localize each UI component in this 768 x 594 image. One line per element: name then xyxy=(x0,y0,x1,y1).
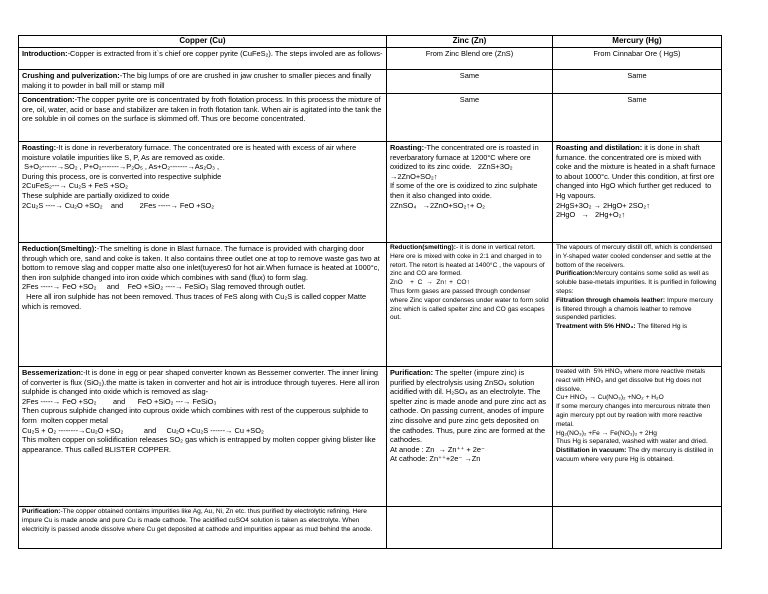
cell-text: Same xyxy=(627,95,647,104)
cell-text: Cu₂S + O₂ --------→Cu₂O +SO₂ and Cu₂O +Cu₂S ------→ Cu +SO₂ xyxy=(22,425,264,435)
cell-text: 2ZnSO₄ →2ZnO+SO₂↑+ O₂ xyxy=(389,200,485,210)
cell-text: The vapours of mercury distill off, which is condensed in Y-shaped water cooled condenser and settle at the bottom of the receivers. xyxy=(555,244,715,269)
cell-text: Here all iron sulphide has not been removed. Thus traces of FeS along with Cu₂S is called copper Matte which is removed. xyxy=(22,291,369,311)
section-heading: Crushing and pulverization: xyxy=(22,71,120,80)
zinc-cell xyxy=(386,70,552,94)
cell-text: Same xyxy=(627,71,647,80)
table-row xyxy=(19,142,722,243)
cell-text: If some of the ore is oxidized to zinc sulphate then it also changed into oxide. xyxy=(389,181,540,200)
table-row xyxy=(19,367,722,507)
section-heading: Introduction: xyxy=(22,49,68,58)
table-row xyxy=(19,243,722,367)
cell-text: Concentration:-The copper pyrite ore is concentrated by froth flotation process. In this process the mixture of ore, oil, water, acid or base and stabilizer are taken in froth flotation tank. When air is agitated into the tank the ore soluble in oil comes on the surface is skimmed off. Thus ore become concentrated. xyxy=(22,95,384,124)
cell-text: Introduction:-Copper is extracted from it`s chief ore copper pyrite (CuFeS₂). The steps involed are as follows- xyxy=(22,49,383,58)
cell-text: treated with 5% HNO₃ where more reactive metals react with HNO₃ and get dissolve but Hg does not dissolve. xyxy=(555,368,708,393)
cell-text: Bessemerization:-It is done in egg or pear shaped converter known as Bessemer converter. The inner lining of converter is flux (SiO₂).the matte is taken in converter and hot air is introduce through tuyeres. Here all iron sulphide is changed into oxide which is removed as slag- xyxy=(22,368,382,397)
cell-text: 2HgO → 2Hg+O₂↑ xyxy=(555,210,626,220)
section-heading: Concentration: xyxy=(22,95,75,104)
header-zinc: Zinc (Zn) xyxy=(386,36,552,48)
section-heading: Purification: xyxy=(22,508,61,515)
table-row xyxy=(19,507,722,549)
cell-text: Thus Hg is separated, washed with water and dried. xyxy=(555,438,708,446)
section-heading: Purification: xyxy=(389,368,434,377)
mercury-cell xyxy=(552,94,721,142)
cell-text: Purification:-The copper obtained contains impurities like Ag, Au, Ni, Zn etc. thus purified by electrolytic refining. Here impure Cu is made anode and pure Cu is made cathode. The acidified cuSO4 solution is taken as electrolyte. When electricity is passed anode dissolve where Cu get deposited at cathode and impurities appear as mud behind the anode. xyxy=(22,508,373,533)
header-copper: Copper (Cu) xyxy=(19,36,387,48)
copper-cell xyxy=(19,48,387,70)
extraction-table xyxy=(18,35,722,549)
cell-text: Same xyxy=(459,95,480,104)
cell-text: Cu+ HNO₃ → Cu(NO₃)₂ +NO₂ + H₂O xyxy=(555,394,664,402)
section-heading: Bessemerization: xyxy=(22,368,84,377)
section-heading: Filtration through chamois leather: xyxy=(555,296,666,304)
section-heading: Purification: xyxy=(555,270,595,278)
mercury-cell xyxy=(552,367,721,507)
copper-cell xyxy=(19,507,387,549)
cell-text: Distillation in vacuum: The dry mercury is distilled in vacuum where very pure Hg is obtained. xyxy=(555,447,716,463)
cell-text: Reduction(smelting):- it is done in vertical retort. Here ore is mixed with coke in 2:1 and charged in to retort. The retort is heated at 1400°C , the vapours of zinc and CO are formed. xyxy=(389,244,547,278)
zinc-cell xyxy=(386,94,552,142)
copper-cell xyxy=(19,367,387,507)
zinc-cell xyxy=(386,142,552,243)
table-row xyxy=(19,48,722,70)
cell-text: Then cuprous sulphide changed into cuprous oxide which combines with rest of the cupperous sulphide to form molten copper metal xyxy=(22,406,371,425)
cell-text: At cathode: Zn⁺⁺+2e⁻ →Zn xyxy=(389,454,481,464)
cell-text: From Cinnabar Ore ( HgS) xyxy=(593,49,681,58)
cell-text: 2HgS+3O₂ → 2HgO+ 2SO₂↑ xyxy=(555,200,650,210)
section-heading: Roasting and distilation: xyxy=(555,143,643,152)
header-mercury: Mercury (Hg) xyxy=(552,36,721,48)
cell-text: During this process, ore is converted into respective sulphide xyxy=(22,171,222,181)
cell-text: Purification:Mercury contains some solid as well as soluble base-metals impurities. It is purified in following steps: xyxy=(555,270,719,295)
zinc-cell xyxy=(386,48,552,70)
zinc-cell xyxy=(386,507,552,549)
cell-text: Hg₂(NO₃)₂ +Fe → Fe(NO₃)₂ + 2Hg xyxy=(555,429,657,437)
cell-text: 2Fes -----→ FeO +SO₂ and FeO +SiO₂ ---→ FeSiO₃ xyxy=(22,396,217,406)
cell-text: Treatment with 5% HNO₃: The filtered Hg is xyxy=(555,323,688,331)
cell-text: Roasting:-The concentrated ore is roasted in reverbaratory furnace at 1200°C where ore oxidized to its zinc oxide. 2ZnS+3O₂ →2ZnO+SO₂↑ xyxy=(389,143,541,181)
cell-text: From Zinc Blend ore (ZnS) xyxy=(425,49,514,58)
cell-text: These sulphide are partially oxidized to oxide xyxy=(22,190,170,200)
mercury-cell xyxy=(552,142,721,243)
cell-text: Crushing and pulverization:-The big lumps of ore are crushed in jaw crusher to smaller pieces and finally making it to powder in ball mill or stamp mill xyxy=(22,71,374,90)
section-heading: Treatment with 5% HNO₃: xyxy=(555,323,636,331)
zinc-cell xyxy=(386,367,552,507)
copper-cell xyxy=(19,70,387,94)
section-heading: Roasting: xyxy=(389,143,425,152)
section-heading: Distillation in vacuum: xyxy=(555,447,627,455)
cell-text: 2Cu₂S ----→ Cu₂O +SO₂ and 2Fes -----→ FeO +SO₂ xyxy=(22,200,215,210)
section-heading: Reduction(Smelting): xyxy=(22,244,97,253)
cell-text: S+O₂------→SO₂ , P+O₂-------→P₂O₅ , As+O₂-------→As₂O₃ , xyxy=(22,162,220,172)
cell-text: This molten copper on solidification releases SO₂ gas which is entrapped by molten copper giving blister like appearance. Thus called BLISTER COPPER. xyxy=(22,435,378,454)
cell-text: Same xyxy=(459,71,480,80)
table-row xyxy=(19,70,722,94)
copper-cell xyxy=(19,94,387,142)
cell-text: 2CuFeS₂---→ Cu₂S + FeS +SO₂ xyxy=(22,181,128,191)
section-heading: Roasting: xyxy=(22,143,57,152)
cell-text: Reduction(Smelting):-The smelting is done in Blast furnace. The furnace is provided with charging door through which ore, sand and coke is taken. It also contains three outlet one at top to remove waste gas two at bottom to remove slag and copper matte also one inlet(tuyeres0 for hot air.When furnace is heated at 1000°c, then iron sulphide changed into iron oxide which combines with sand (flux) to form slag. xyxy=(22,244,382,282)
mercury-cell xyxy=(552,243,721,367)
copper-cell xyxy=(19,243,387,367)
mercury-cell xyxy=(552,70,721,94)
zinc-cell xyxy=(386,243,552,367)
cell-text: Thus form gases are passed through condenser where Zinc vapor condenses under water to form solid zinc which is called spelter zinc and CO gas escapes out. xyxy=(389,287,551,322)
header-row xyxy=(19,36,722,48)
cell-text: ZnO + C → Zn↑ + CO↑ xyxy=(389,279,470,287)
cell-text: At anode : Zn → Zn⁺⁺ + 2e⁻ xyxy=(389,444,485,454)
cell-text: Filtration through chamois leather: Impure mercury is filtered through a chamois leather to remove suspended particles. xyxy=(555,296,715,322)
cell-text: 2Fes -----→ FeO +SO₂ and FeO +SiO₂ ----→ FeSiO₃ Slag removed through outlet. xyxy=(22,282,306,292)
mercury-cell xyxy=(552,507,721,549)
section-heading: Reduction(smelting): xyxy=(389,244,456,251)
copper-cell xyxy=(19,142,387,243)
cell-text: If some mercury changes into mercurous nitrate then agin mercury ppt out by reation with more reactive metal. xyxy=(555,403,713,428)
cell-text: Roasting:-It is done in reverberatory furnace. The concentrated ore is heated with excess of air where moisture volatile impurities like S, P, As are removed as oxide. xyxy=(22,143,359,162)
mercury-cell xyxy=(552,48,721,70)
table-row xyxy=(19,94,722,142)
cell-text: Roasting and distilation: it is done in shaft furnance. the concentrated ore is mixed with coke and the mixture is heated in a shaft furnace to about 1000°c. Under this condition, at first ore changed into HgO which further get reduced to Hg vapours. xyxy=(555,143,718,200)
cell-text: Purification: The spelter (impure zinc) is purified by electrolysis using ZnSO₄ solution acidified with dil. H₂SO₄ as an electrolyte. The spelter zinc is made anode and pure zinc act as cathode. On passing current, anodes of impure zinc dissolve and pure zinc gets deposited on the cathodes. Thus, pure zinc are formed at the cathodes. xyxy=(389,368,549,445)
